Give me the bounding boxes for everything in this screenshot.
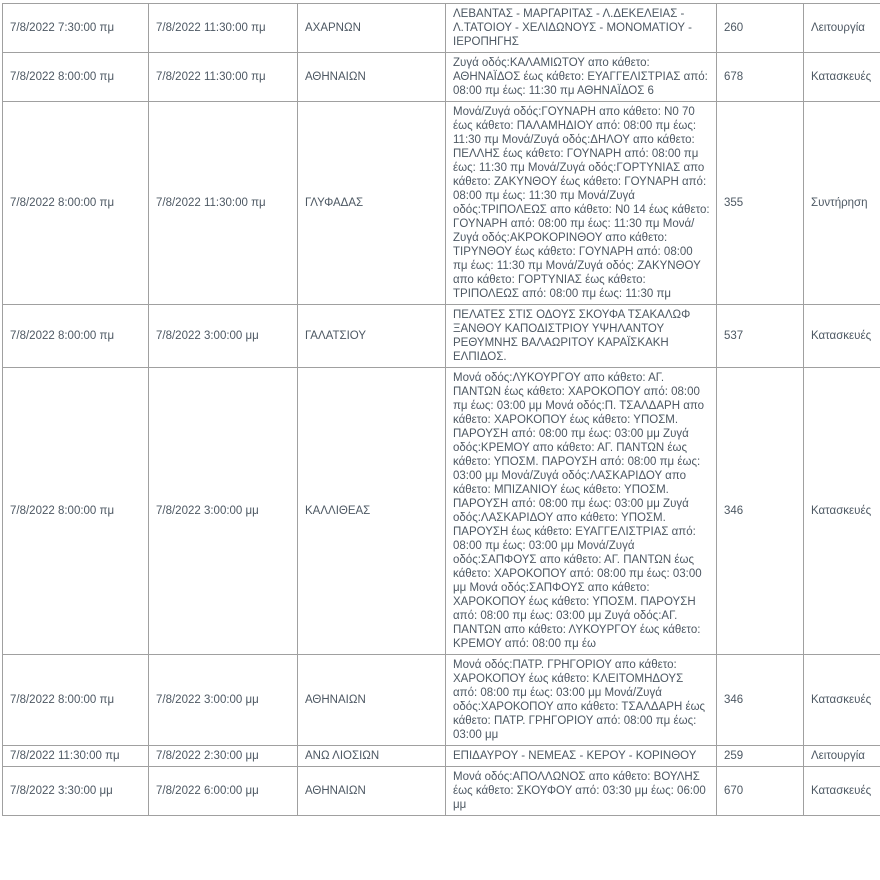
start-datetime-cell: 7/8/2022 8:00:00 πμ [3,368,149,655]
work-type-cell: Συντήρηση [804,102,880,305]
affected-streets-cell: ΕΠΙΔΑΥΡΟΥ - ΝΕΜΕΑΣ - ΚΕΡΟΥ - ΚΟΡΙΝΘΟΥ [446,746,717,767]
affected-streets-cell: ΠΕΛΑΤΕΣ ΣΤΙΣ ΟΔΟΥΣ ΣΚΟΥΦΑ ΤΣΑΚΑΛΩΦ ΞΑΝΘΟΥ ΚΑΠΟΔΙΣΤΡΙΟΥ ΥΨΗΛΑΝΤΟΥ ΡΕΘΥΜΝΗΣ ΒΑΛΑΩΡΙΤΟΥ ΚΑΡΑΪΣΚΑΚΗ ΕΛΠΙΔΟΣ. [446,305,717,368]
municipality-cell: ΑΝΩ ΛΙΟΣΙΩΝ [298,746,446,767]
work-type-cell: Κατασκευές [804,368,880,655]
affected-streets-cell: Μονά οδός:ΠΑΤΡ. ΓΡΗΓΟΡΙΟΥ απο κάθετο: ΧΑΡΟΚΟΠΟΥ έως κάθετο: ΚΛΕΙΤΟΜΗΔΟΥΣ από: 08:00 πμ έως: 03:00 μμ Μονά/Ζυγά οδός:ΧΑΡΟΚΟΠΟΥ απο κάθετο: ΤΣΑΛΔΑΡΗ έως κάθετο: ΠΑΤΡ. ΓΡΗΓΟΡΙΟΥ από: 08:00 πμ έως: 03:00 μμ [446,655,717,746]
start-datetime-cell: 7/8/2022 8:00:00 πμ [3,305,149,368]
outage-table-body [3,4,880,816]
municipality-cell: ΑΘΗΝΑΙΩΝ [298,767,446,816]
end-datetime-cell: 7/8/2022 6:00:00 μμ [149,767,298,816]
end-datetime-cell: 7/8/2022 11:30:00 πμ [149,4,298,53]
outage-number-cell: 346 [717,368,804,655]
work-type-cell: Κατασκευές [804,767,880,816]
municipality-cell: ΚΑΛΛΙΘΕΑΣ [298,368,446,655]
outage-row [3,4,880,53]
outage-table [2,3,880,816]
work-type-cell: Κατασκευές [804,655,880,746]
outage-row [3,746,880,767]
end-datetime-cell: 7/8/2022 3:00:00 μμ [149,368,298,655]
start-datetime-cell: 7/8/2022 8:00:00 πμ [3,53,149,102]
start-datetime-cell: 7/8/2022 3:30:00 μμ [3,767,149,816]
affected-streets-cell: Μονά οδός:ΑΠΟΛΛΩΝΟΣ απο κάθετο: ΒΟΥΛΗΣ έως κάθετο: ΣΚΟΥΦΟΥ από: 03:30 μμ έως: 06:00 μμ [446,767,717,816]
outage-number-cell: 259 [717,746,804,767]
end-datetime-cell: 7/8/2022 3:00:00 μμ [149,305,298,368]
municipality-cell: ΓΑΛΑΤΣΙΟΥ [298,305,446,368]
work-type-cell: Κατασκευές [804,53,880,102]
outage-row [3,368,880,655]
outage-row [3,767,880,816]
affected-streets-cell: Ζυγά οδός:ΚΑΛΑΜΙΩΤΟΥ απο κάθετο: ΑΘΗΝΑΪΔΟΣ έως κάθετο: ΕΥΑΓΓΕΛΙΣΤΡΙΑΣ από: 08:00 πμ έως: 11:30 πμ ΑΘΗΝΑΪΔΟΣ 6 [446,53,717,102]
end-datetime-cell: 7/8/2022 2:30:00 μμ [149,746,298,767]
end-datetime-cell: 7/8/2022 3:00:00 μμ [149,655,298,746]
municipality-cell: ΑΘΗΝΑΙΩΝ [298,53,446,102]
end-datetime-cell: 7/8/2022 11:30:00 πμ [149,53,298,102]
outage-row [3,102,880,305]
outage-number-cell: 537 [717,305,804,368]
municipality-cell: ΑΘΗΝΑΙΩΝ [298,655,446,746]
outage-number-cell: 260 [717,4,804,53]
end-datetime-cell: 7/8/2022 11:30:00 πμ [149,102,298,305]
affected-streets-cell: ΛΕΒΑΝΤΑΣ - ΜΑΡΓΑΡΙΤΑΣ - Λ.ΔΕΚΕΛΕΙΑΣ - Λ.ΤΑΤΟΙΟΥ - ΧΕΛΙΔΩΝΟΥΣ - ΜΟΝΟΜΑΤΙΟΥ - ΙΕΡΟΠΗΓΗΣ [446,4,717,53]
start-datetime-cell: 7/8/2022 8:00:00 πμ [3,655,149,746]
outage-row [3,305,880,368]
affected-streets-cell: Μονά/Ζυγά οδός:ΓΟΥΝΑΡΗ απο κάθετο: Ν0 70 έως κάθετο: ΠΑΛΑΜΗΔΙΟΥ από: 08:00 πμ έως: 11:30 πμ Μονά/Ζυγά οδός:ΔΗΛΟΥ απο κάθετο: ΠΕΛΛΗΣ έως κάθετο: ΓΟΥΝΑΡΗ από: 08:00 πμ έως: 11:30 πμ Μονά/Ζυγά οδός:ΓΟΡΤΥΝΙΑΣ απο κάθετο: ΖΑΚΥΝΘΟΥ έως κάθετο: ΓΟΥΝΑΡΗ από: 08:00 πμ έως: 11:30 πμ Μονά/Ζυγά οδός:ΤΡΙΠΟΛΕΩΣ απο κάθετο: Ν0 14 έως κάθετο: ΓΟΥΝΑΡΗ από: 08:00 πμ έως: 11:30 πμ Μονά/Ζυγά οδός:ΑΚΡΟΚΟΡΙΝΘΟΥ απο κάθετο: ΤΙΡΥΝΘΟΥ έως κάθετο: ΓΟΥΝΑΡΗ από: 08:00 πμ έως: 11:30 πμ Μονά/Ζυγά οδός: ΖΑΚΥΝΘΟΥ απο κάθετο: ΓΟΡΤΥΝΙΑΣ έως κάθετο: ΤΡΙΠΟΛΕΩΣ από: 08:00 πμ έως: 11:30 πμ [446,102,717,305]
start-datetime-cell: 7/8/2022 7:30:00 πμ [3,4,149,53]
municipality-cell: ΓΛΥΦΑΔΑΣ [298,102,446,305]
work-type-cell: Λειτουργία [804,746,880,767]
affected-streets-cell: Μονά οδός:ΛΥΚΟΥΡΓΟΥ απο κάθετο: ΑΓ. ΠΑΝΤΩΝ έως κάθετο: ΧΑΡΟΚΟΠΟΥ από: 08:00 πμ έως: 03:00 μμ Μονά οδός:Π. ΤΣΑΛΔΑΡΗ απο κάθετο: ΧΑΡΟΚΟΠΟΥ έως κάθετο: ΥΠΟΣΜ. ΠΑΡΟΥΣΗ από: 08:00 πμ έως: 03:00 μμ Ζυγά οδός:ΚΡΕΜΟΥ απο κάθετο: ΑΓ. ΠΑΝΤΩΝ έως κάθετο: ΥΠΟΣΜ. ΠΑΡΟΥΣΗ από: 08:00 πμ έως: 03:00 μμ Μονά/Ζυγά οδός:ΛΑΣΚΑΡΙΔΟΥ απο κάθετο: ΜΠΙΖΑΝΙΟΥ έως κάθετο: ΥΠΟΣΜ. ΠΑΡΟΥΣΗ από: 08:00 πμ έως: 03:00 μμ Ζυγά οδός:ΛΑΣΚΑΡΙΔΟΥ απο κάθετο: ΥΠΟΣΜ. ΠΑΡΟΥΣΗ έως κάθετο: ΕΥΑΓΓΕΛΙΣΤΡΙΑΣ από: 08:00 πμ έως: 03:00 μμ Μονά/Ζυγά οδός:ΣΑΠΦΟΥΣ απο κάθετο: ΑΓ. ΠΑΝΤΩΝ έως κάθετο: ΧΑΡΟΚΟΠΟΥ από: 08:00 πμ έως: 03:00 μμ Μονά οδός:ΣΑΠΦΟΥΣ απο κάθετο: ΧΑΡΟΚΟΠΟΥ έως κάθετο: ΥΠΟΣΜ. ΠΑΡΟΥΣΗ από: 08:00 πμ έως: 03:00 μμ Ζυγά οδός:ΑΓ. ΠΑΝΤΩΝ απο κάθετο: ΛΥΚΟΥΡΓΟΥ έως κάθετο: ΚΡΕΜΟΥ από: 08:00 πμ έω [446,368,717,655]
work-type-cell: Κατασκευές [804,305,880,368]
outage-row [3,655,880,746]
work-type-cell: Λειτουργία [804,4,880,53]
outage-number-cell: 670 [717,767,804,816]
start-datetime-cell: 7/8/2022 8:00:00 πμ [3,102,149,305]
start-datetime-cell: 7/8/2022 11:30:00 πμ [3,746,149,767]
outage-number-cell: 678 [717,53,804,102]
outage-row [3,53,880,102]
outage-number-cell: 355 [717,102,804,305]
outage-number-cell: 346 [717,655,804,746]
municipality-cell: ΑΧΑΡΝΩΝ [298,4,446,53]
